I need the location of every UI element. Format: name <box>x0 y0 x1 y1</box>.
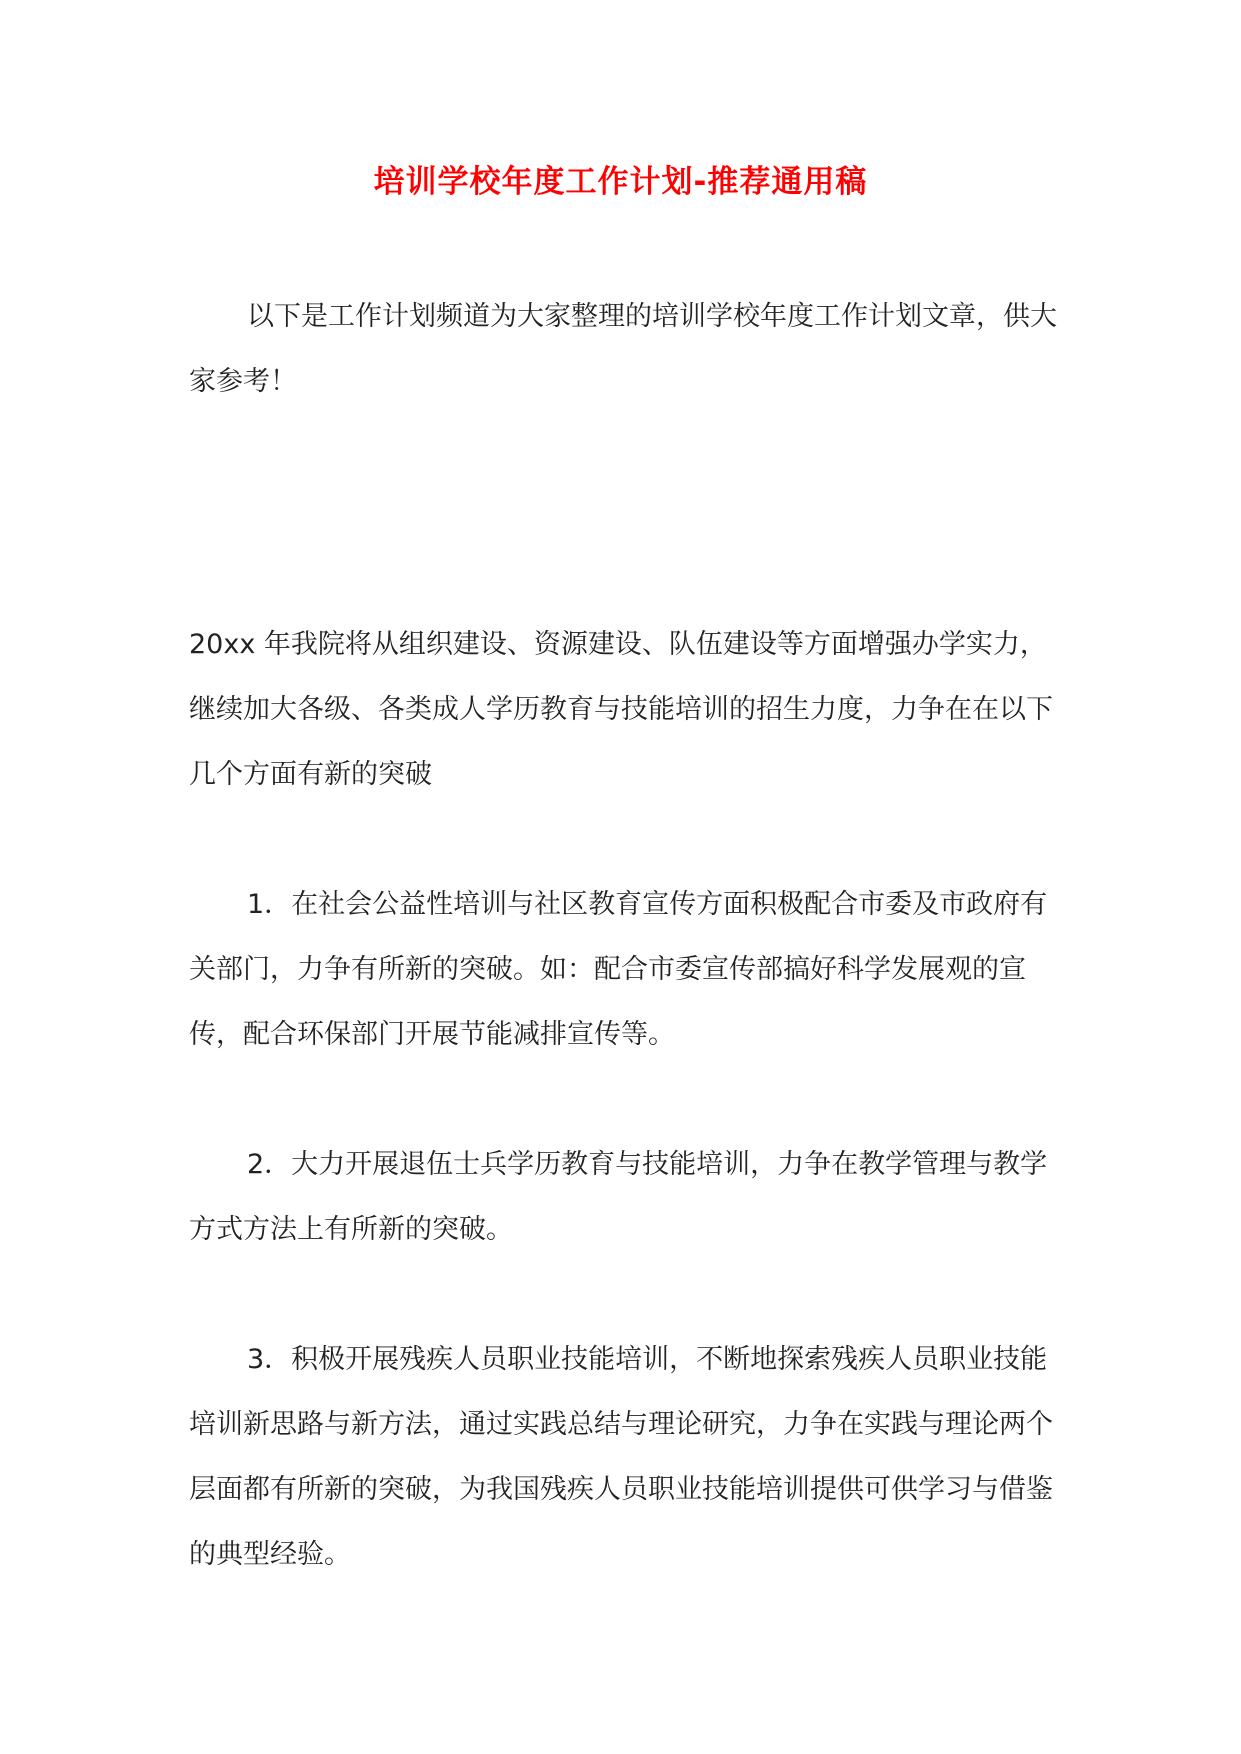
intro-paragraph: 以下是工作计划频道为大家整理的培训学校年度工作计划文章，供大家参考！ <box>189 301 1057 397</box>
list-item-1: 1．在社会公益性培训与社区教育宣传方面积极配合市委及市政府有关部门，力争有所新的突破。如：配合市委宣传部搞好科学发展观的宣传，配合环保部门开展节能减排宣传等。 <box>189 889 1048 1050</box>
list-item-2: 2．大力开展退伍士兵学历教育与技能培训，力争在教学管理与教学方式方法上有所新的突破。 <box>189 1149 1048 1245</box>
overview-paragraph: 20xx 年我院将从组织建设、资源建设、队伍建设等方面增强办学实力，继续加大各级、各类成人学历教育与技能培训的招生力度，力争在在以下几个方面有新的突破 <box>189 629 1053 790</box>
page-title: 培训学校年度工作计划-推荐通用稿 <box>373 164 868 200</box>
list-item-3: 3．积极开展残疾人员职业技能培训，不断地探索残疾人员职业技能培训新思路与新方法，通过实践总结与理论研究，力争在实践与理论两个层面都有所新的突破，为我国残疾人员职业技能培训提供可供学习与借鉴的典型经验。 <box>189 1344 1053 1570</box>
